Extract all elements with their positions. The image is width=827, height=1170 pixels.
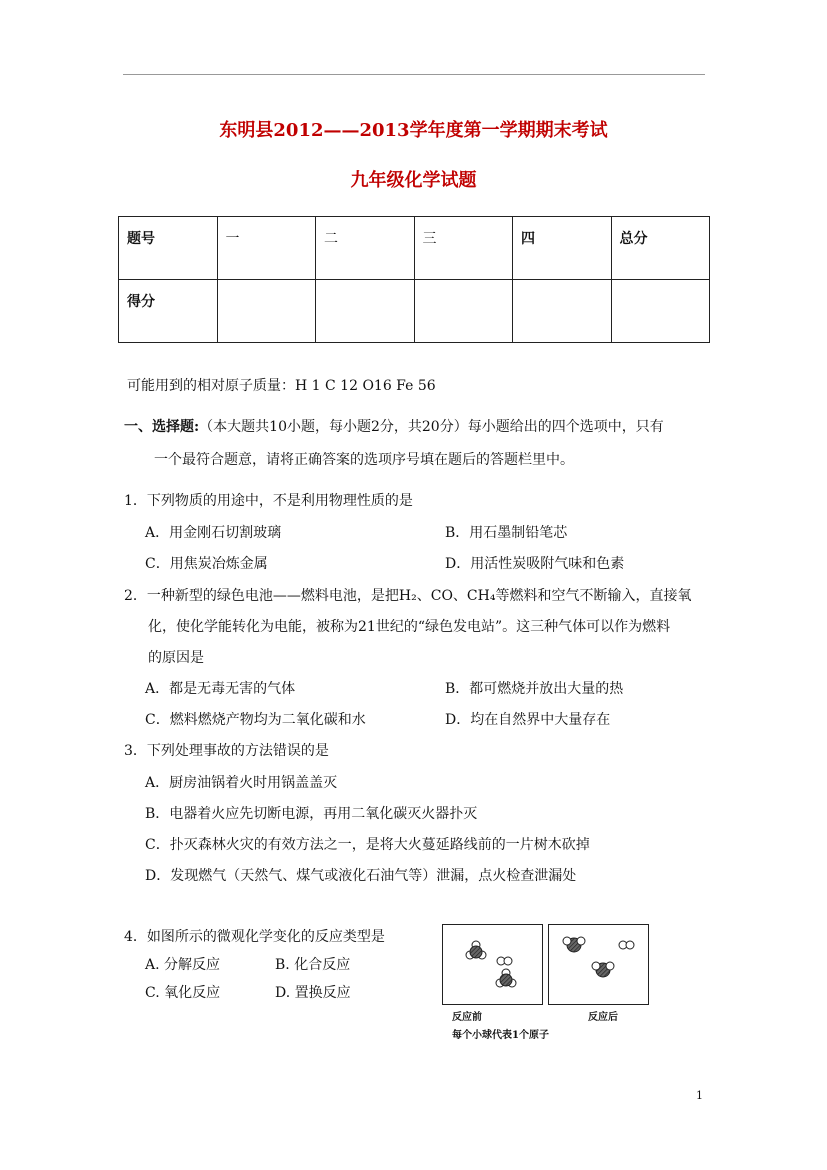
score-table-score-row [119,280,710,343]
option-b: B. 化合反应 [275,957,351,973]
before-label: 反应前 [452,1012,482,1023]
after-molecules-icon [549,925,647,1003]
figure-caption: 每个小球代表1个原子 [452,1030,549,1041]
option-b: B．电器着火应先切断电源，再用二氧化碳灭火器扑灭 [145,806,478,822]
page-number: 1 [696,1089,703,1102]
question-stem: 3．下列处理事故的方法错误的是 [124,743,329,759]
section1-desc-2: 一个最符合题意，请将正确答案的选项序号填在题后的答题栏里中。 [154,452,574,468]
score-input-cell[interactable] [513,280,612,343]
score-cell: 一 [217,217,316,280]
exam-subtitle: 九年级化学试题 [350,170,477,191]
option-a: A．厨房油锅着火时用锅盖盖灭 [145,775,338,791]
question-stem: 的原因是 [148,650,204,666]
score-cell: 四 [513,217,612,280]
score-cell: 三 [414,217,513,280]
score-cell: 二 [316,217,415,280]
header-rule [123,74,705,75]
option-b: B．用石墨制铅笔芯 [445,525,568,541]
question-stem: 化，使化学能转化为电能，被称为21世纪的“绿色发电站”。这三种气体可以作为燃料 [148,619,671,635]
question-stem: 1．下列物质的用途中，不是利用物理性质的是 [124,493,413,509]
score-table-header-row [119,217,710,280]
after-label: 反应后 [588,1012,618,1023]
option-c: C. 氧化反应 [145,985,221,1001]
option-d: D．均在自然界中大量存在 [445,712,611,728]
score-input-cell[interactable] [414,280,513,343]
question-stem: 2．一种新型的绿色电池——燃料电池，是把H₂、CO、CH₄等燃料和空气不断输入，直接氧 [124,588,692,604]
option-d: D. 置换反应 [275,985,351,1001]
score-table [118,216,710,343]
question-stem: 4．如图所示的微观化学变化的反应类型是 [124,929,385,945]
atomic-mass-line: 可能用到的相对原子质量：H 1 C 12 O16 Fe 56 [127,378,436,394]
after-reaction-box [548,924,649,1005]
score-input-cell[interactable] [316,280,415,343]
score-input-cell[interactable] [611,280,710,343]
before-molecules-icon [443,925,541,1003]
option-c: C．用焦炭冶炼金属 [145,556,268,572]
option-a: A．用金刚石切割玻璃 [145,525,282,541]
option-d: D．发现燃气（天然气、煤气或液化石油气等）泄漏，点火检查泄漏处 [145,868,577,884]
option-b: B．都可燃烧并放出大量的热 [445,681,624,697]
section1-heading [124,417,664,437]
option-d: D．用活性炭吸附气味和色素 [445,556,625,572]
option-a: A．都是无毒无害的气体 [145,681,296,697]
score-cell: 题号 [119,217,218,280]
score-cell: 得分 [119,280,218,343]
exam-title: 东明县2012——2013学年度第一学期期末考试 [219,120,608,141]
option-a: A. 分解反应 [145,957,221,973]
section1-label: 一、选择题: [124,419,200,435]
option-c: C．燃料燃烧产物均为二氧化碳和水 [145,712,366,728]
option-c: C．扑灭森林火灾的有效方法之一，是将大火蔓延路线前的一片树木砍掉 [145,837,590,853]
reaction-figure [442,924,651,1040]
before-reaction-box [442,924,543,1005]
score-input-cell[interactable] [217,280,316,343]
score-cell: 总分 [611,217,710,280]
section1-desc: （本大题共10小题，每小题2分，共20分）每小题给出的四个选项中，只有 [199,419,664,435]
